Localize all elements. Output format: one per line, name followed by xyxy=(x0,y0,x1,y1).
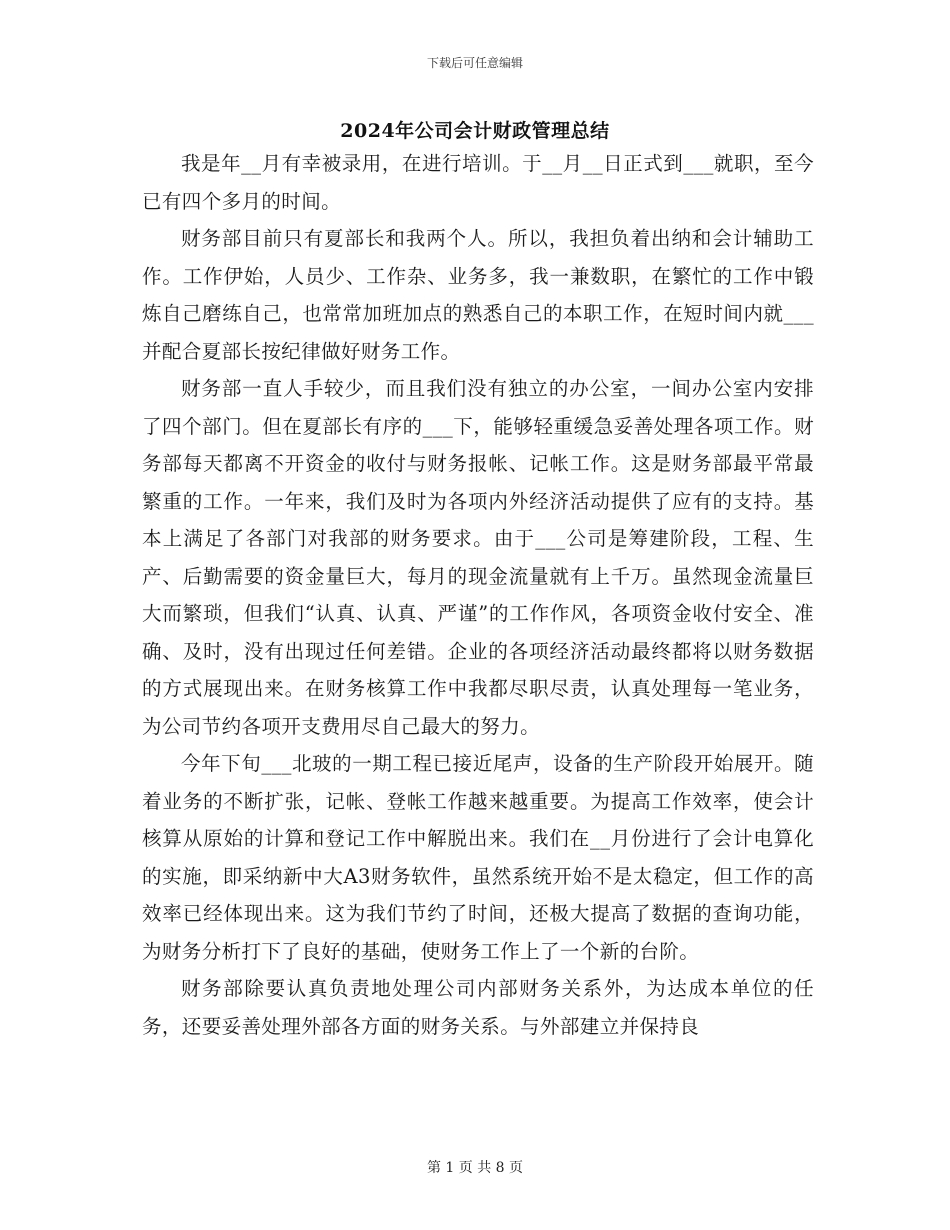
paragraph-5: 财务部除要认真负责地处理公司内部财务关系外，为达成本单位的任务，还要妥善处理外部各方面的财务关系。与外部建立并保持良 xyxy=(142,977,814,1038)
page-footer: 第 1 页 共 8 页 xyxy=(426,1160,524,1176)
paragraph-3: 财务部一直人手较少，而且我们没有独立的办公室，一间办公室内安排了四个部门。但在夏部长有序的___下，能够轻重缓急妥善处理各项工作。财务部每天都离不开资金的收付与财务报帐、记帐工作。这是财务部最平常最繁重的工作。一年来，我们及时为各项内外经济活动提供了应有的支持。基本上满足了各部门对我部的财务要求。由于___公司是筹建阶段，工程、生产、后勤需要的资金量巨大，每月的现金流量就有上千万。虽然现金流量巨大而繁琐，但我们“认真、认真、严谨”的工作作风，各项资金收付安全、准确、及时，没有出现过任何差错。企业的各项经济活动最终都将以财务数据的方式展现出来。在财务核算工作中我都尽职尽责，认真处理每一笔业务，为公司节约各项开支费用尽自己最大的努力。 xyxy=(142,377,814,738)
header-note: 下载后可任意编辑 xyxy=(426,56,523,70)
document-body xyxy=(142,145,814,1045)
document-title: 2024年公司会计财政管理总结 xyxy=(340,120,610,142)
paragraph-2: 财务部目前只有夏部长和我两个人。所以，我担负着出纳和会计辅助工作。工作伊始，人员少、工作杂、业务多，我一兼数职，在繁忙的工作中锻炼自己磨练自己，也常常加班加点的熟悉自己的本职工作，在短时间内就___并配合夏部长按纪律做好财务工作。 xyxy=(142,227,814,363)
paragraph-1: 我是年__月有幸被录用，在进行培训。于__月__日正式到___就职，至今已有四个多月的时间。 xyxy=(142,152,814,213)
paragraph-4: 今年下旬___北玻的一期工程已接近尾声，设备的生产阶段开始展开。随着业务的不断扩张，记帐、登帐工作越来越重要。为提高工作效率，使会计核算从原始的计算和登记工作中解脱出来。我们在__月份进行了会计电算化的实施，即采纳新中大A3财务软件，虽然系统开始不是太稳定，但工作的高效率已经体现出来。这为我们节约了时间，还极大提高了数据的查询功能，为财务分析打下了良好的基础，使财务工作上了一个新的台阶。 xyxy=(142,752,814,963)
